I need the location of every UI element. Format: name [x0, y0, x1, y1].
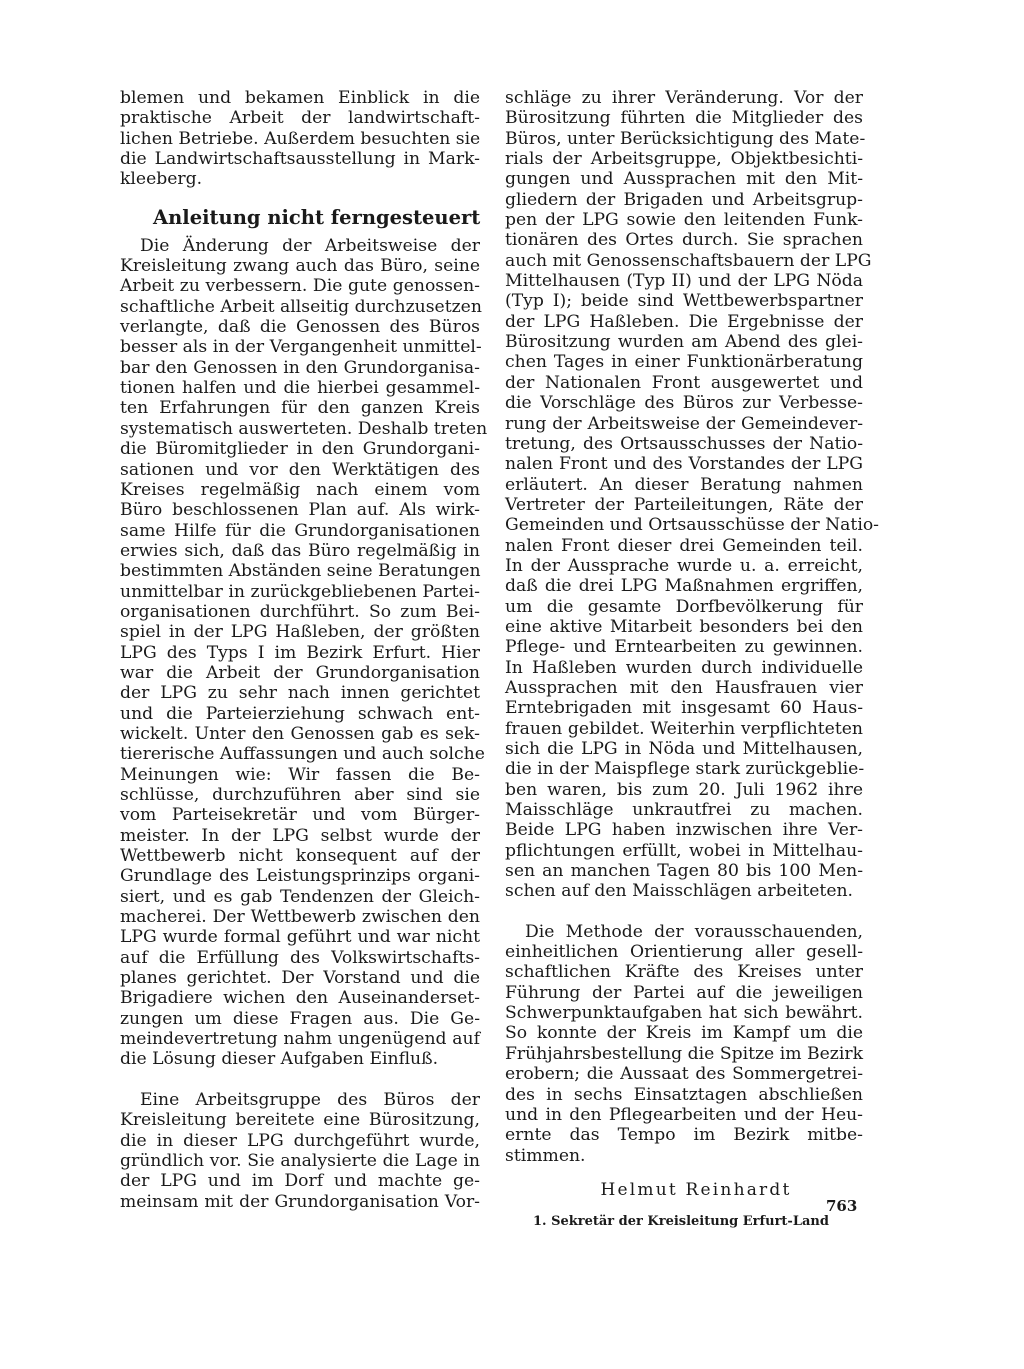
text-line: stimmen. — [505, 1145, 586, 1166]
text-line: planes gerichtet. Der Vorstand und die — [120, 968, 480, 989]
text-line: ben waren, bis zum 20. Juli 1962 ihre — [505, 779, 863, 800]
text-line: war die Arbeit der Grundorganisation — [120, 662, 480, 683]
text-line: gungen und Aussprachen mit den Mit- — [505, 169, 863, 190]
author-affiliation: 1. Sekretär der Kreisleitung Erfurt-Land — [533, 1213, 829, 1229]
text-line: praktische Arbeit der landwirtschaft- — [120, 108, 480, 129]
text-line: LPG wurde formal geführt und war nicht — [120, 927, 480, 948]
text-line: Schwerpunktaufgaben hat sich bewährt. — [505, 1003, 863, 1024]
text-line: In Haßleben wurden durch individuelle — [505, 657, 863, 678]
text-line: Bürositzung wurden am Abend des glei- — [505, 332, 863, 353]
text-line: zungen um diese Fragen aus. Die Ge- — [120, 1008, 480, 1029]
text-line: Arbeit zu verbessern. Die gute genossen- — [120, 276, 480, 297]
author-name: Helmut Reinhardt — [600, 1179, 792, 1200]
left-column — [120, 88, 488, 1212]
paragraph-gap — [120, 1070, 480, 1090]
text-line: sen an manchen Tagen 80 bis 100 Men- — [505, 861, 863, 882]
text-line: schlüsse, durchzuführen aber sind sie — [120, 785, 480, 805]
text-line: pflichtungen erfüllt, wobei in Mittelhau- — [505, 840, 863, 861]
paragraph-1 — [120, 88, 480, 190]
text-line: systematisch auswerteten. Deshalb treten — [120, 418, 488, 439]
text-line: daß die drei LPG Maßnahmen ergriffen, — [505, 576, 863, 597]
text-line: LPG des Typs I im Bezirk Erfurt. Hier — [120, 642, 480, 663]
text-line: erobern; die Aussaat des Sommergetrei- — [505, 1064, 863, 1085]
text-line: meinsam mit der Grundorganisation Vor- — [120, 1191, 480, 1212]
text-line: rung der Arbeitsweise der Gemeindever- — [505, 413, 863, 434]
text-line: Führung der Partei auf die jeweiligen — [505, 982, 863, 1003]
text-line: tionen halfen und die hierbei gesammel- — [120, 378, 480, 399]
text-line: um die gesamte Dorfbevölkerung für — [505, 596, 863, 617]
text-line: Brigadiere wichen den Auseinanderset- — [120, 988, 480, 1009]
text-line: tiererische Auffassungen und auch solche — [120, 744, 485, 765]
text-line: des in sechs Einsatztagen abschließen — [505, 1084, 863, 1105]
text-line: meindevertretung nahm ungenügend auf — [120, 1029, 480, 1050]
text-line: same Hilfe für die Grundorganisationen — [120, 520, 480, 541]
text-line: Frühjahrsbestellung die Spitze im Bezirk — [505, 1043, 863, 1064]
text-line: macherei. Der Wettbewerb zwischen den — [120, 907, 480, 928]
text-line: sationen und vor den Werktätigen des — [120, 459, 480, 480]
text-line: Kreisleitung bereitete eine Bürositzung, — [120, 1110, 480, 1131]
text-line: Kreises regelmäßig nach einem vom — [120, 479, 480, 500]
text-line: wickelt. Unter den Genossen gab es sek- — [120, 723, 480, 744]
text-line: Mittelhausen (Typ II) und der LPG Nöda — [505, 271, 863, 292]
text-line: besser als in der Vergangenheit unmittel- — [120, 337, 482, 358]
text-line: die Büromitglieder in den Grundorgani- — [120, 439, 480, 460]
text-line: meister. In der LPG selbst wurde der — [120, 825, 480, 846]
text-line: spiel in der LPG Haßleben, der größten — [120, 622, 480, 643]
text-line: vom Parteisekretär und vom Bürger- — [120, 805, 480, 826]
page-number: 763 — [826, 1197, 858, 1215]
text-line: tretung, des Ortsausschusses der Natio- — [505, 433, 863, 454]
text-line: nalen Front und des Vorstandes der LPG — [505, 454, 863, 475]
text-line: pen der LPG sowie den leitenden Funk- — [505, 210, 863, 231]
text-line: nalen Front dieser drei Gemeinden teil. — [505, 535, 863, 556]
paragraph-3 — [120, 1090, 480, 1212]
text-line: die Lösung dieser Aufgaben Einfluß. — [120, 1049, 439, 1070]
text-line: Bürositzung führten die Mitglieder des — [505, 108, 863, 129]
text-line: frauen gebildet. Weiterhin verpflichteten — [505, 718, 863, 739]
text-line: Vertreter der Parteileitungen, Räte der — [505, 494, 863, 515]
text-line: gründlich vor. Sie analysierte die Lage in — [120, 1150, 480, 1171]
text-line: siert, und es gab Tendenzen der Gleich- — [120, 886, 480, 907]
text-line: Aussprachen mit den Hausfrauen vier — [505, 677, 863, 698]
text-line: die in dieser LPG durchgeführt wurde, — [120, 1130, 480, 1151]
text-line: Gemeinden und Ortsausschüsse der Natio- — [505, 515, 879, 536]
text-line: verlangte, daß die Genossen des Büros — [120, 317, 480, 338]
text-line: schläge zu ihrer Veränderung. Vor der — [505, 88, 863, 108]
text-line: Büro beschlossenen Plan auf. Als wirk- — [120, 500, 480, 521]
text-line: Grundlage des Leistungsprinzips organi- — [120, 866, 480, 887]
text-line: auf die Erfüllung des Volkswirtschafts- — [120, 947, 480, 968]
text-line: Maisschläge unkrautfrei zu machen. — [505, 800, 863, 821]
section-heading: Anleitung nicht ferngesteuert — [153, 205, 481, 229]
text-line: tionären des Ortes durch. Sie sprachen — [505, 230, 863, 251]
text-line: Pflege- und Erntearbeiten zu gewinnen. — [505, 637, 863, 658]
text-line: organisationen durchführt. So zum Bei- — [120, 601, 480, 622]
text-line: schaftlichen Kräfte des Kreises unter — [505, 962, 863, 983]
text-line: erläutert. An dieser Beratung nahmen — [505, 474, 863, 495]
text-line: schen auf den Maisschlägen arbeiteten. — [505, 881, 854, 902]
text-line: bar den Genossen in den Grundorganisa- — [120, 357, 480, 378]
text-line: auch mit Genossenschaftsbauern der LPG — [505, 250, 872, 271]
text-line: gliedern der Brigaden und Arbeitsgrup- — [505, 189, 863, 210]
text-line: Die Methode der vorausschauenden, — [525, 921, 863, 942]
text-line: rials der Arbeitsgruppe, Objektbesichti- — [505, 149, 863, 170]
text-line: ernte das Tempo im Bezirk mitbe- — [505, 1125, 863, 1146]
text-line: Die Änderung der Arbeitsweise der — [140, 235, 480, 256]
text-line: Erntebrigaden mit insgesamt 60 Haus- — [505, 698, 863, 719]
text-line: sich die LPG in Nöda und Mittelhausen, — [505, 739, 863, 759]
text-line: (Typ I); beide sind Wettbewerbspartner — [505, 291, 863, 312]
text-line: So konnte der Kreis im Kampf um die — [505, 1023, 863, 1044]
text-line: Kreisleitung zwang auch das Büro, seine — [120, 256, 480, 277]
paragraph-4 — [505, 88, 879, 902]
text-line: lichen Betriebe. Außerdem besuchten sie — [120, 128, 481, 149]
text-line: kleeberg. — [120, 169, 203, 190]
paragraph-5 — [505, 922, 863, 1166]
text-line: die in der Maispflege stark zurückgeblie- — [505, 759, 865, 780]
text-line: eine aktive Mitarbeit besonders bei den — [505, 616, 863, 637]
text-line: In der Aussprache wurde u. a. erreicht, — [505, 555, 863, 576]
paragraph-gap — [505, 902, 863, 922]
text-line: einheitlichen Orientierung aller gesell- — [505, 942, 863, 963]
paragraph-2 — [120, 235, 488, 1070]
text-line: Meinungen wie: Wir fassen die Be- — [120, 764, 480, 785]
text-line: bestimmten Abständen seine Beratungen — [120, 561, 481, 582]
text-line: Büros, unter Berücksichtigung des Mate- — [505, 128, 866, 149]
text-line: der LPG und im Dorf und machte ge- — [120, 1171, 480, 1192]
text-line: und die Parteierziehung schwach ent- — [120, 703, 480, 724]
text-line: und in den Pflegearbeiten und der Heu- — [505, 1104, 863, 1125]
text-line: unmittelbar in zurückgebliebenen Partei- — [120, 581, 480, 602]
text-line: Eine Arbeitsgruppe des Büros der — [140, 1089, 480, 1110]
right-column — [505, 88, 879, 1229]
text-line: Beide LPG haben inzwischen ihre Ver- — [505, 820, 863, 841]
text-line: der LPG zu sehr nach innen gerichtet — [120, 683, 480, 704]
text-line: die Landwirtschaftsausstellung in Mark- — [120, 149, 480, 170]
text-line: erwies sich, daß das Büro regelmäßig in — [120, 540, 480, 561]
text-line: schaftliche Arbeit allseitig durchzusetzen — [120, 296, 482, 317]
text-line: die Vorschläge des Büros zur Verbesse- — [505, 393, 863, 414]
text-line: der Nationalen Front ausgewertet und — [505, 372, 863, 393]
text-line: ten Erfahrungen für den ganzen Kreis — [120, 398, 480, 419]
text-line: chen Tages in einer Funktionärberatung — [505, 352, 863, 373]
text-line: Wettbewerb nicht konsequent auf der — [120, 846, 480, 867]
text-line: der LPG Haßleben. Die Ergebnisse der — [505, 311, 863, 332]
text-line: blemen und bekamen Einblick in die — [120, 88, 480, 108]
